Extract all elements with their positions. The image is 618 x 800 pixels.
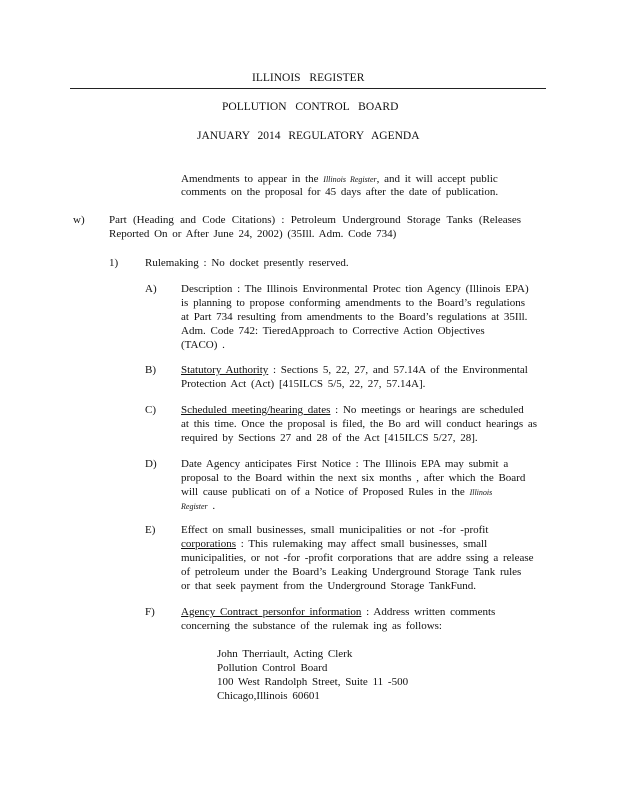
item-w-marker: w) [73, 214, 85, 226]
corporations-label: corporations [181, 538, 236, 550]
intro-line-1 [181, 173, 498, 187]
rulemaking-marker: 1) [109, 257, 119, 269]
item-d-marker: D) [145, 458, 157, 470]
illinois-register-italic: Illinois Register [323, 175, 377, 184]
item-a-line: Description : The Illinois Environmental Protec tion Agency (Illinois EPA) [181, 283, 529, 295]
item-c-line-1 [181, 404, 524, 418]
item-a-line: Adm. Code 742: TieredApproach to Corrective Action Objectives [181, 325, 485, 337]
illinois-italic: Illinois [469, 488, 493, 497]
item-e-marker: E) [145, 524, 156, 536]
address-line: 100 West Randolph Street, Suite 11 -500 [217, 676, 409, 688]
intro-line-2: comments on the proposal for 45 days after the date of publication. [181, 186, 499, 198]
item-f-marker: F) [145, 606, 155, 618]
item-a-line: is planning to propose conforming amendments to the Board’s regulations [181, 297, 525, 309]
item-d-line-4 [181, 500, 215, 514]
item-d-line-1: Date Agency anticipates First Notice : The Illinois EPA may submit a [181, 458, 509, 470]
item-w-line-2: Reported On or After June 24, 2002) (35Ill. Adm. Code 734) [109, 228, 397, 240]
item-e-text: : This rulemaking may affect small businesses, small [235, 538, 488, 550]
item-w-line-1: Part (Heading and Code Citations) : Petroleum Underground Storage Tanks (Releases [109, 214, 522, 226]
agenda-title: JANUARY 2014 REGULATORY AGENDA [197, 130, 420, 142]
item-e-line-3: municipalities, or not -for -profit corporations that are addre ssing a release [181, 552, 534, 564]
item-d-line-3 [181, 486, 492, 500]
address-line: Pollution Control Board [217, 662, 328, 674]
item-c-line-3: required by Sections 27 and 28 of the Act [415ILCS 5/27, 28]. [181, 432, 478, 444]
rulemaking-text: Rulemaking : No docket presently reserved. [145, 257, 349, 269]
intro-text: , and it will accept public [376, 173, 498, 185]
item-a-marker: A) [145, 283, 157, 295]
register-title: ILLINOIS REGISTER [252, 72, 365, 84]
item-d-line-2: proposal to the Board within the next six months , after which the Board [181, 472, 526, 484]
statutory-authority-label: Statutory Authority [181, 364, 269, 376]
header-rule [70, 88, 546, 89]
register-italic: Register [181, 502, 208, 511]
item-b-text: : Sections 5, 22, 27, and 57.14A of the Environmental [268, 364, 528, 376]
item-e-line-1: Effect on small businesses, small municipalities or not -for -profit [181, 524, 489, 536]
item-e-line-2 [181, 538, 487, 552]
address-line: John Therriault, Acting Clerk [217, 648, 353, 660]
item-e-line-4: of petroleum under the Board’s Leaking Underground Storage Tank rules [181, 566, 522, 578]
agency-contact-label: Agency Contract personfor information [181, 606, 362, 618]
item-d-text: will cause publicati on of a Notice of Proposed Rules in the [181, 486, 470, 498]
item-a-line: at Part 734 resulting from amendments to the Board’s regulations at 35Ill. [181, 311, 528, 323]
item-a-line: (TACO) . [181, 339, 225, 351]
item-b-marker: B) [145, 364, 156, 376]
item-e-line-5: or that seek payment from the Underground Storage TankFund. [181, 580, 476, 592]
item-c-marker: C) [145, 404, 156, 416]
item-c-text: : No meetings or hearings are scheduled [330, 404, 524, 416]
board-title: POLLUTION CONTROL BOARD [222, 101, 399, 113]
item-f-line-1 [181, 606, 495, 620]
item-f-text: : Address written comments [361, 606, 496, 618]
item-b-line-2: Protection Act (Act) [415ILCS 5/5, 22, 27, 57.14A]. [181, 378, 426, 390]
item-d-text: . [207, 500, 216, 512]
intro-text: Amendments to appear in the [181, 173, 324, 185]
scheduled-meeting-label: Scheduled meeting/hearing dates [181, 404, 331, 416]
address-line: Chicago,Illinois 60601 [217, 690, 320, 702]
item-c-line-2: at this time. Once the proposal is filed, the Bo ard will conduct hearings as [181, 418, 538, 430]
item-b-line-1 [181, 364, 528, 378]
item-f-line-2: concerning the substance of the rulemak ing as follows: [181, 620, 442, 632]
